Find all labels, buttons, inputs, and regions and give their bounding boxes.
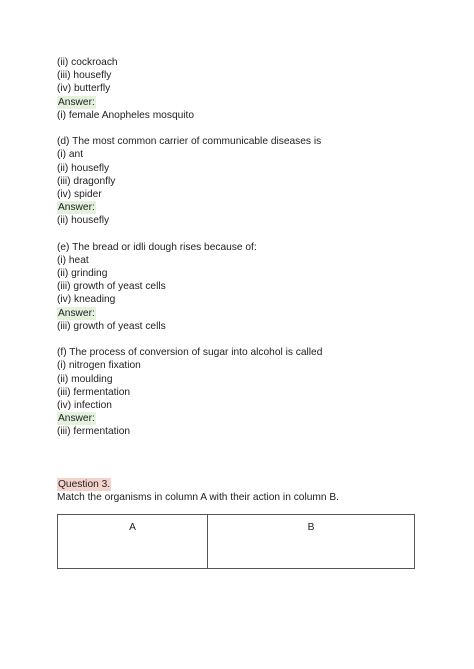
column-a-header: A: [58, 515, 208, 569]
option-e-ii: (ii) grinding: [57, 268, 108, 279]
option-c-iii: (iii) housefly: [57, 70, 112, 82]
spacer: [57, 227, 417, 240]
answer-label-f: Answer:: [58, 413, 95, 425]
option-f-i: (i) nitrogen fixation: [57, 360, 141, 372]
answer-label-c: Answer:: [58, 96, 95, 108]
spacer: [57, 438, 417, 478]
option-d-ii: (ii) housefly: [57, 162, 110, 174]
option-e-i: (i) heat: [57, 254, 89, 266]
table-row: [58, 515, 415, 569]
answer-e: (iii) growth of yeast cells: [57, 320, 166, 332]
option-f-iii: (iii) fermentation: [57, 386, 131, 398]
option-c-iv: (iv) butterfly: [57, 83, 111, 95]
answer-label-d: Answer:: [58, 202, 95, 214]
answer-c-row: [57, 96, 417, 109]
question-f: (f) The process of conversion of sugar into alcohol is called: [57, 347, 323, 359]
option-c-ii: (ii) cockroach: [57, 57, 118, 68]
answer-label-e: Answer:: [58, 307, 95, 319]
question-3-text: Match the organisms in column A with their action in column B.: [57, 492, 339, 504]
question-e: (e) The bread or idli dough rises because of:: [57, 241, 257, 253]
document-page: [57, 56, 417, 569]
option-e-iii: (iii) growth of yeast cells: [57, 281, 166, 293]
option-d-i: (i) ant: [57, 149, 84, 161]
column-b-header: B: [208, 515, 415, 569]
question-d: (d) The most common carrier of communicable diseases is: [57, 136, 322, 148]
answer-d-row: [57, 201, 417, 214]
answer-f: (iii) fermentation: [57, 426, 131, 438]
match-table: [57, 514, 415, 569]
answer-e-row: [57, 307, 417, 320]
option-f-ii: (ii) moulding: [57, 373, 113, 385]
option-d-iii: (iii) dragonfly: [57, 175, 116, 187]
answer-f-row: [57, 412, 417, 425]
option-d-iv: (iv) spider: [57, 188, 102, 200]
spacer: [57, 333, 417, 346]
question-3-row: [57, 478, 417, 491]
question-3-label: Question 3.: [58, 479, 111, 491]
spacer: [57, 122, 417, 135]
answer-d: (ii) housefly: [57, 215, 110, 227]
option-f-iv: (iv) infection: [57, 399, 112, 411]
answer-c: (i) female Anopheles mosquito: [57, 109, 195, 121]
option-e-iv: (iv) kneading: [57, 294, 116, 306]
